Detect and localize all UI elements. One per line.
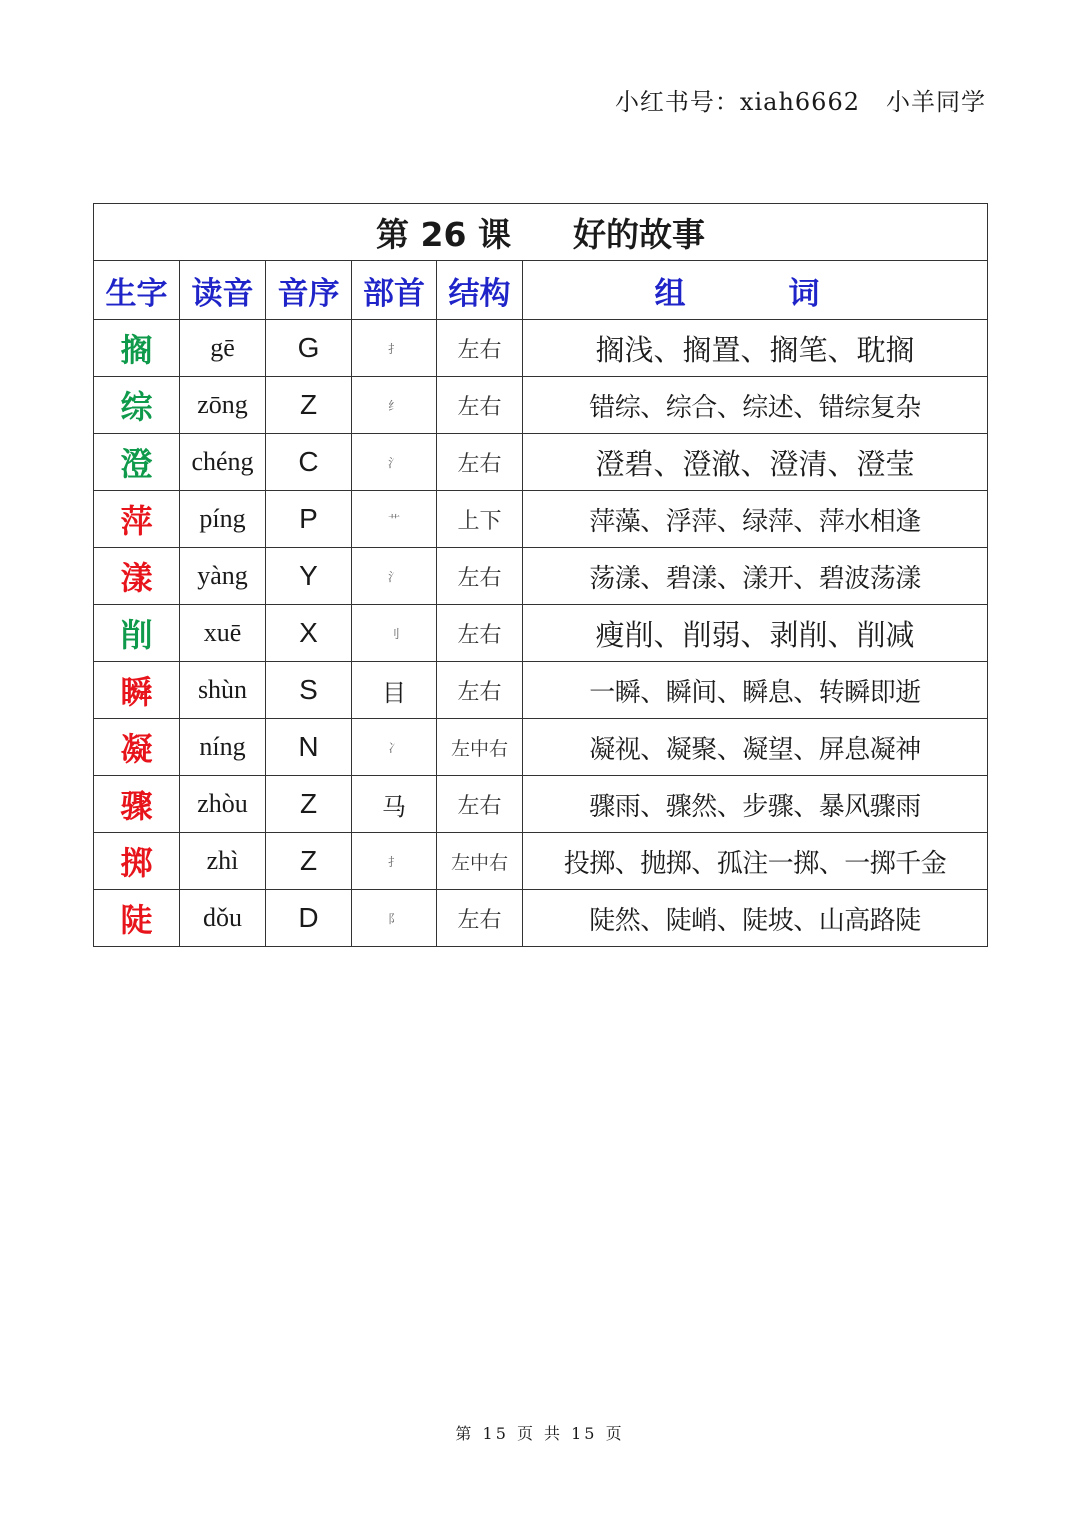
words-cell: 投掷、抛掷、孤注一掷、一掷千金	[523, 833, 988, 890]
table-row	[94, 833, 988, 890]
character-cell: 澄	[94, 434, 180, 491]
radical-cell: 扌	[352, 833, 437, 890]
lesson-name: 好的故事	[572, 214, 705, 254]
radical-cell: 艹	[352, 491, 437, 548]
col-header-letter: 音序	[266, 261, 352, 320]
pinyin-cell: níng	[180, 719, 266, 776]
words-cell: 陡然、陡峭、陡坡、山高路陡	[523, 890, 988, 947]
initial-letter-cell: Y	[266, 548, 352, 605]
structure-cell: 左右	[437, 605, 523, 662]
pinyin-cell: zhòu	[180, 776, 266, 833]
pinyin-cell: xuē	[180, 605, 266, 662]
radical-cell: 冫	[352, 719, 437, 776]
table-row	[94, 491, 988, 548]
col-header-character: 生字	[94, 261, 180, 320]
initial-letter-cell: Z	[266, 377, 352, 434]
lesson-title	[94, 204, 988, 261]
col-header-structure: 结构	[437, 261, 523, 320]
character-cell: 漾	[94, 548, 180, 605]
initial-letter-cell: Z	[266, 776, 352, 833]
table-row	[94, 434, 988, 491]
radical-cell: 氵	[352, 434, 437, 491]
character-cell: 瞬	[94, 662, 180, 719]
structure-cell: 左右	[437, 548, 523, 605]
words-cell: 骤雨、骤然、步骤、暴风骤雨	[523, 776, 988, 833]
radical-cell: 氵	[352, 548, 437, 605]
pinyin-cell: yàng	[180, 548, 266, 605]
lesson-title-row	[94, 204, 988, 261]
col-header-pinyin: 读音	[180, 261, 266, 320]
words-cell: 搁浅、搁置、搁笔、耽搁	[523, 320, 988, 377]
initial-letter-cell: Z	[266, 833, 352, 890]
table-row	[94, 719, 988, 776]
initial-letter-cell: X	[266, 605, 352, 662]
words-cell: 荡漾、碧漾、漾开、碧波荡漾	[523, 548, 988, 605]
pinyin-cell: zhì	[180, 833, 266, 890]
structure-cell: 左右	[437, 320, 523, 377]
pinyin-cell: shùn	[180, 662, 266, 719]
initial-letter-cell: N	[266, 719, 352, 776]
character-cell: 凝	[94, 719, 180, 776]
structure-cell: 左右	[437, 776, 523, 833]
character-cell: 综	[94, 377, 180, 434]
words-cell: 澄碧、澄澈、澄清、澄莹	[523, 434, 988, 491]
pinyin-cell: zōng	[180, 377, 266, 434]
initial-letter-cell: P	[266, 491, 352, 548]
words-cell: 瘦削、削弱、剥削、削减	[523, 605, 988, 662]
pinyin-cell: gē	[180, 320, 266, 377]
initial-letter-cell: C	[266, 434, 352, 491]
author-name: 小羊同学	[886, 88, 986, 116]
structure-cell: 左右	[437, 434, 523, 491]
structure-cell: 左中右	[437, 719, 523, 776]
initial-letter-cell: S	[266, 662, 352, 719]
character-cell: 掷	[94, 833, 180, 890]
table-row	[94, 377, 988, 434]
pinyin-cell: chéng	[180, 434, 266, 491]
words-cell: 一瞬、瞬间、瞬息、转瞬即逝	[523, 662, 988, 719]
words-cell: 萍藻、浮萍、绿萍、萍水相逢	[523, 491, 988, 548]
page-header	[615, 82, 986, 117]
character-cell: 削	[94, 605, 180, 662]
table-row	[94, 662, 988, 719]
vocabulary-table	[93, 203, 988, 947]
pinyin-cell: dǒu	[180, 890, 266, 947]
table-row	[94, 890, 988, 947]
account-id: 小红书号：xiah6662	[614, 88, 860, 116]
page-footer: 第 15 页 共 15 页	[455, 1424, 625, 1443]
lesson-number: 第 26 课	[376, 214, 511, 254]
table-row	[94, 320, 988, 377]
radical-cell: 目	[352, 662, 437, 719]
radical-cell: 纟	[352, 377, 437, 434]
pinyin-cell: píng	[180, 491, 266, 548]
words-cell: 凝视、凝聚、凝望、屏息凝神	[523, 719, 988, 776]
table-row	[94, 605, 988, 662]
structure-cell: 左右	[437, 890, 523, 947]
structure-cell: 左右	[437, 377, 523, 434]
column-header-row	[94, 261, 988, 320]
structure-cell: 上下	[437, 491, 523, 548]
character-cell: 萍	[94, 491, 180, 548]
radical-cell: 刂	[352, 605, 437, 662]
radical-cell: 扌	[352, 320, 437, 377]
words-cell: 错综、综合、综述、错综复杂	[523, 377, 988, 434]
character-cell: 搁	[94, 320, 180, 377]
col-header-words: 组 词	[523, 261, 988, 320]
structure-cell: 左中右	[437, 833, 523, 890]
table-row	[94, 776, 988, 833]
radical-cell: 马	[352, 776, 437, 833]
character-cell: 陡	[94, 890, 180, 947]
initial-letter-cell: D	[266, 890, 352, 947]
structure-cell: 左右	[437, 662, 523, 719]
character-cell: 骤	[94, 776, 180, 833]
initial-letter-cell: G	[266, 320, 352, 377]
table-row	[94, 548, 988, 605]
col-header-radical: 部首	[352, 261, 437, 320]
radical-cell: 阝	[352, 890, 437, 947]
